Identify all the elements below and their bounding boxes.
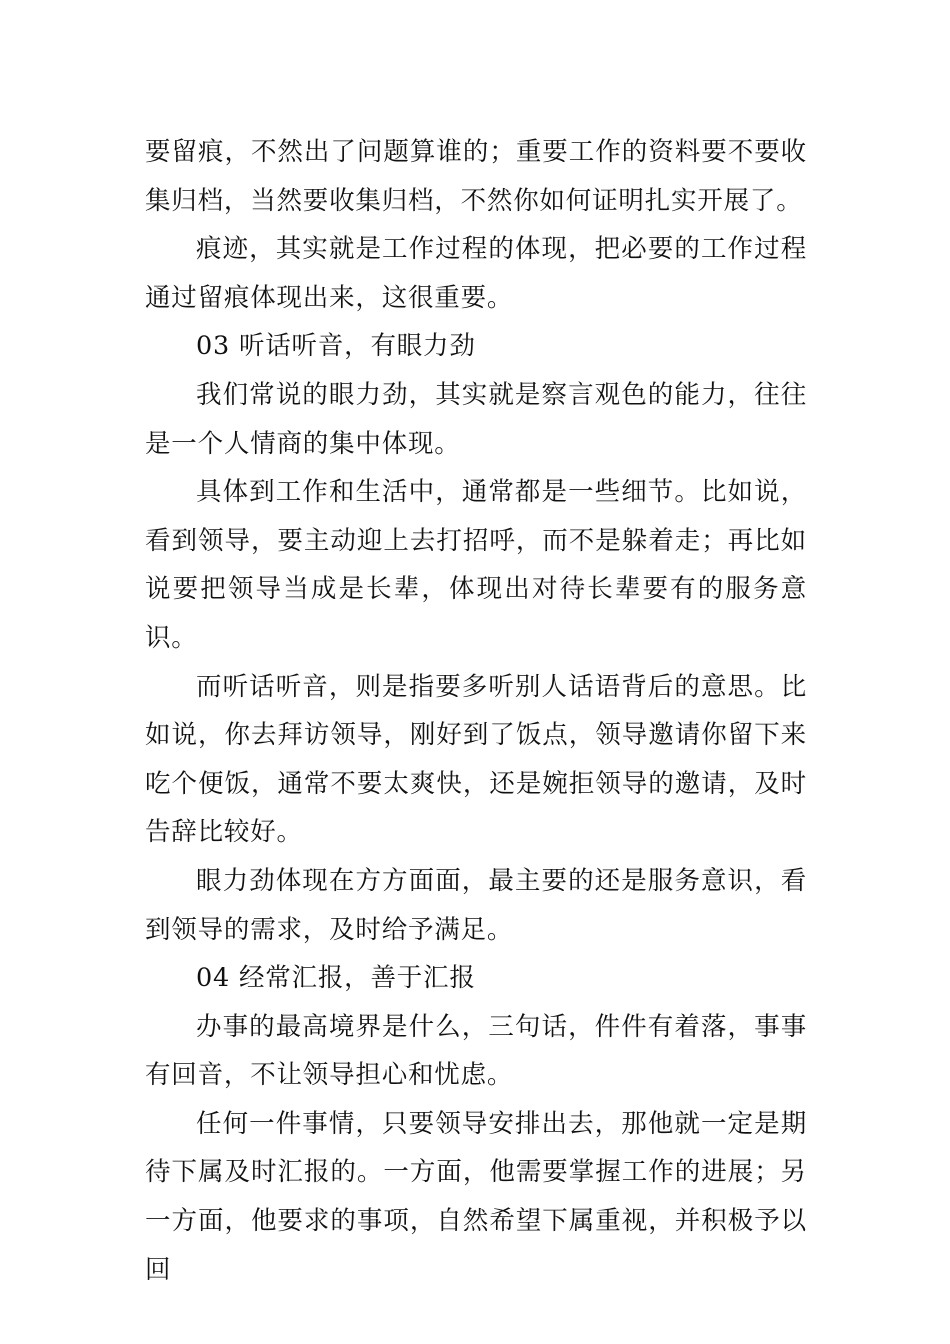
paragraph: 我们常说的眼力劲，其实就是察言观色的能力，往往是一个人情商的集中体现。 [145, 379, 807, 459]
paragraph-continued: 要留痕，不然出了问题算谁的；重要工作的资料要不要收集归档，当然要收集归档，不然你如何证明扎实开展了。 [145, 137, 807, 216]
section-heading-04: 04 经常汇报，善于汇报 [196, 963, 476, 994]
paragraph: 具体到工作和生活中，通常都是一些细节。比如说，看到领导，要主动迎上去打招呼，而不是躲着走；再比如说要把领导当成是长辈，体现出对待长辈要有的服务意识。 [145, 477, 807, 653]
document-body [145, 128, 807, 1294]
section-heading-03: 03 听话听音，有眼力劲 [196, 331, 476, 362]
paragraph: 任何一件事情，只要领导安排出去，那他就一定是期待下属及时汇报的。一方面，他需要掌握工作的进展；另一方面，他要求的事项，自然希望下属重视，并积极予以回 [145, 1108, 807, 1285]
paragraph: 痕迹，其实就是工作过程的体现，把必要的工作过程通过留痕体现出来，这很重要。 [145, 234, 807, 313]
paragraph: 而听话听音，则是指要多听别人话语背后的意思。比如说，你去拜访领导，刚好到了饭点，领导邀请你留下来吃个便饭，通常不要太爽快，还是婉拒领导的邀请，及时告辞比较好。 [145, 671, 807, 848]
paragraph: 眼力劲体现在方方面面，最主要的还是服务意识，看到领导的需求，及时给予满足。 [145, 865, 807, 945]
paragraph: 办事的最高境界是什么，三句话，件件有着落，事事有回音，不让领导担心和忧虑。 [145, 1011, 807, 1091]
